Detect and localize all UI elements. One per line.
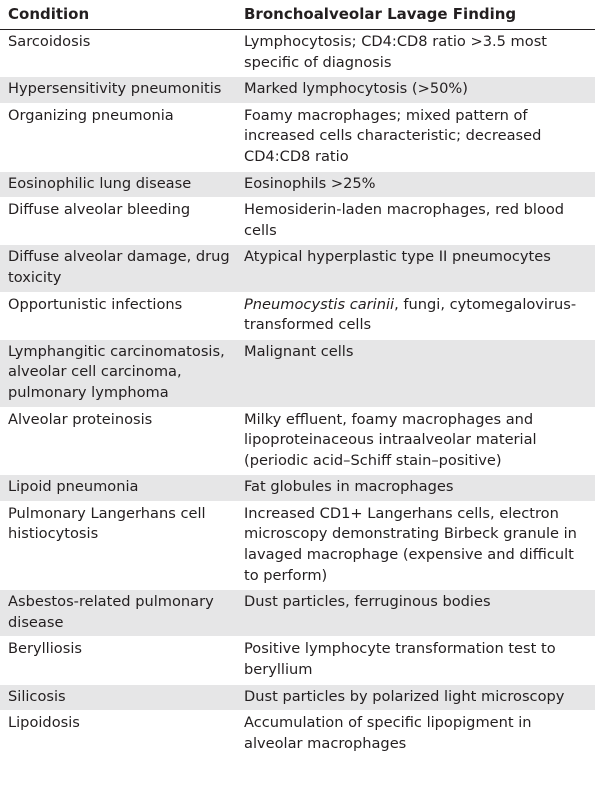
table-row bbox=[0, 198, 595, 245]
condition-cell: Diffuse alveolar bleeding bbox=[0, 198, 236, 245]
table-row bbox=[0, 711, 595, 758]
finding-cell: Foamy macrophages; mixed pattern of increased cells characteristic; decreased CD4:CD8 ratio bbox=[236, 103, 595, 171]
finding-cell: Positive lymphocyte transformation test to beryllium bbox=[236, 637, 595, 684]
finding-cell: Eosinophils >25% bbox=[236, 171, 595, 198]
finding-cell: Atypical hyperplastic type II pneumocytes bbox=[236, 245, 595, 292]
table-row bbox=[0, 30, 595, 77]
header-row bbox=[0, 0, 595, 30]
condition-cell: Opportunistic infections bbox=[0, 292, 236, 339]
finding-text: , fungi, cytomegalovirus-transformed cells bbox=[244, 295, 577, 334]
table-row bbox=[0, 637, 595, 684]
finding-italic-text: Pneumocystis carinii bbox=[244, 295, 395, 313]
finding-cell: Fat globules in macrophages bbox=[236, 475, 595, 502]
table-row bbox=[0, 501, 595, 589]
table-row bbox=[0, 475, 595, 502]
finding-cell: Hemosiderin-laden macrophages, red blood cells bbox=[236, 198, 595, 245]
table-row bbox=[0, 684, 595, 711]
finding-cell: Accumulation of specific lipopigment in alveolar macrophages bbox=[236, 711, 595, 758]
condition-cell: Silicosis bbox=[0, 684, 236, 711]
finding-cell: Lymphocytosis; CD4:CD8 ratio >3.5 most specific of diagnosis bbox=[236, 30, 595, 77]
table-row bbox=[0, 103, 595, 171]
condition-cell: Hypersensitivity pneumonitis bbox=[0, 77, 236, 104]
condition-cell: Organizing pneumonia bbox=[0, 103, 236, 171]
finding-cell: Marked lymphocytosis (>50%) bbox=[236, 77, 595, 104]
finding-cell: Malignant cells bbox=[236, 339, 595, 407]
header-bal-finding: Bronchoalveolar Lavage Finding bbox=[236, 0, 595, 30]
table-row bbox=[0, 171, 595, 198]
condition-cell: Alveolar proteinosis bbox=[0, 407, 236, 475]
finding-cell: Increased CD1+ Langerhans cells, electron microscopy demonstrating Birbeck granule in lavaged macrophage (expensive and difficult to perform) bbox=[236, 501, 595, 589]
finding-cell: Dust particles by polarized light microscopy bbox=[236, 684, 595, 711]
finding-cell: Milky effluent, foamy macrophages and lipoproteinaceous intraalveolar material (periodic acid–Schiff stain–positive) bbox=[236, 407, 595, 475]
table-row bbox=[0, 77, 595, 104]
condition-cell: Lymphangitic carcinomatosis, alveolar cell carcinoma, pulmonary lymphoma bbox=[0, 339, 236, 407]
table-body bbox=[0, 30, 595, 758]
condition-cell: Eosinophilic lung disease bbox=[0, 171, 236, 198]
header-condition: Condition bbox=[0, 0, 236, 30]
table-row bbox=[0, 292, 595, 339]
table-header bbox=[0, 0, 595, 30]
condition-cell: Diffuse alveolar damage, drug toxicity bbox=[0, 245, 236, 292]
condition-cell: Sarcoidosis bbox=[0, 30, 236, 77]
finding-cell bbox=[236, 292, 595, 339]
condition-cell: Pulmonary Langerhans cell histiocytosis bbox=[0, 501, 236, 589]
condition-cell: Asbestos-related pulmonary disease bbox=[0, 590, 236, 637]
table-row bbox=[0, 245, 595, 292]
table-row bbox=[0, 339, 595, 407]
table-row bbox=[0, 407, 595, 475]
finding-cell: Dust particles, ferruginous bodies bbox=[236, 590, 595, 637]
condition-cell: Lipoid pneumonia bbox=[0, 475, 236, 502]
condition-cell: Berylliosis bbox=[0, 637, 236, 684]
condition-cell: Lipoidosis bbox=[0, 711, 236, 758]
table-row bbox=[0, 590, 595, 637]
